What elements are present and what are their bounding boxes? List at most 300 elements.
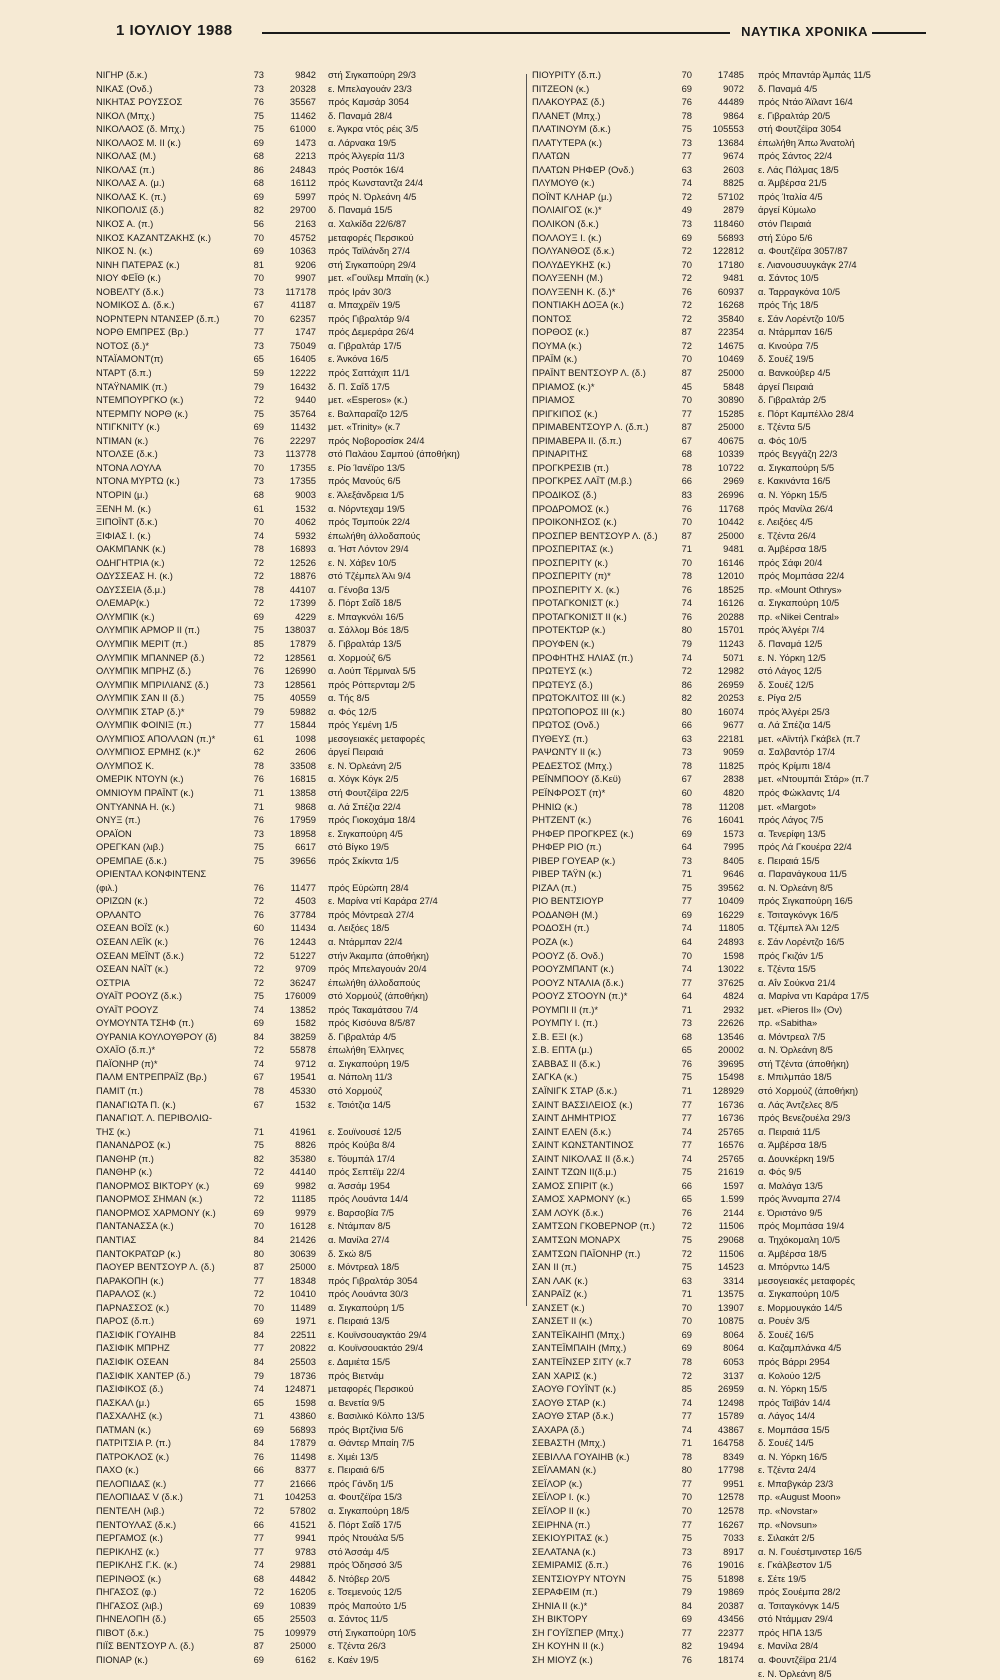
tonnage: 18525 xyxy=(717,583,744,595)
ship-entry xyxy=(96,1463,520,1477)
ship-position: πρός Βιετνάμ xyxy=(328,1369,384,1381)
build-year: 71 xyxy=(253,1491,264,1503)
ship-entry xyxy=(96,1653,520,1667)
build-year: 65 xyxy=(253,353,264,365)
ship-entry xyxy=(96,1436,520,1450)
ship-name: ΟΡΕΓΚΑΝ (λιβ.) xyxy=(96,841,164,853)
build-year: 84 xyxy=(681,1599,692,1611)
build-year: 76 xyxy=(681,1206,692,1218)
ship-position: πρός Ίταλία 4/5 xyxy=(758,190,823,202)
build-year: 72 xyxy=(681,312,692,324)
ship-position: πρός Μομπάσα 22/4 xyxy=(758,570,845,582)
ship-entry xyxy=(532,1274,934,1288)
ship-name: ΠΡΙΓΚΙΠΟΣ (κ.) xyxy=(532,407,598,419)
ship-position: α. Σιγκαπούρη 10/5 xyxy=(758,1288,840,1300)
build-year: 84 xyxy=(253,1234,264,1246)
build-year: 70 xyxy=(681,1504,692,1516)
build-year: 68 xyxy=(253,1572,264,1584)
ship-entry xyxy=(532,949,934,963)
ship-entry xyxy=(96,637,520,651)
ship-name: ΡΟΔΑΝΘΗ (Μ.) xyxy=(532,908,598,920)
ship-entry xyxy=(532,678,934,692)
build-year: 64 xyxy=(681,841,692,853)
ship-entry xyxy=(96,1612,520,1626)
build-year: 72 xyxy=(253,1044,264,1056)
build-year: 78 xyxy=(681,109,692,121)
tonnage: 9783 xyxy=(295,1545,316,1557)
ship-name: ΣΑΝΣΕΤ (κ.) xyxy=(532,1301,585,1313)
ship-position: ε. Ν. Όρλεάνη 2/5 xyxy=(328,759,402,771)
ship-position: ε. Άγκρα ντός ρέις 3/5 xyxy=(328,123,419,135)
tonnage: 11825 xyxy=(718,759,744,771)
build-year: 75 xyxy=(253,407,264,419)
ship-name: ΠΥΘΕΥΣ (π.) xyxy=(532,732,589,744)
ship-entry xyxy=(96,894,520,908)
ship-name: ΟΡΑΪΟΝ xyxy=(96,827,132,839)
ship-name: ΠΑΝΤΙΑΣ xyxy=(96,1234,137,1246)
ship-entry xyxy=(96,393,520,407)
ship-position: ε. Πειραιά 6/5 xyxy=(328,1464,385,1476)
build-year: 73 xyxy=(681,746,692,758)
tonnage: 30639 xyxy=(289,1247,316,1259)
ship-position: α. Σιγκαπούρη 5/5 xyxy=(758,461,835,473)
ship-position: πρός Γιβραλτάρ 9/4 xyxy=(328,312,410,324)
build-year: 75 xyxy=(253,854,264,866)
build-year: 72 xyxy=(253,949,264,961)
ship-position: ε. Πειραιά 13/5 xyxy=(328,1315,390,1327)
ship-name: ΣΑΜΤΣΩΝ ΠΑΪΟΝΗΡ (π.) xyxy=(532,1247,641,1259)
build-year: 70 xyxy=(253,461,264,473)
tonnage: 22626 xyxy=(717,1017,744,1029)
ship-position: στήν Άκαμπα (άποθήκη) xyxy=(328,949,430,961)
ship-name: ΣΑΧΑΡΑ (δ.) xyxy=(532,1423,585,1435)
ship-entry xyxy=(96,488,520,502)
tonnage: 15285 xyxy=(717,407,744,419)
ship-entry xyxy=(96,1301,520,1315)
tonnage: 9979 xyxy=(295,1206,316,1218)
build-year: 66 xyxy=(681,719,692,731)
build-year: 66 xyxy=(253,1518,264,1530)
ship-position: α. Λάγος 14/4 xyxy=(758,1410,816,1422)
ship-name: ΝΤΕΡΜΠΥ ΝΟΡΘ (κ.) xyxy=(96,407,189,419)
publication-title: ΝΑΥΤΙΚΑ ΧΡΟΝΙΚΑ xyxy=(741,24,868,39)
tonnage: 45330 xyxy=(289,1085,316,1097)
tonnage: 21666 xyxy=(289,1477,316,1489)
ship-position: δ. Σουέζ 14/5 xyxy=(758,1437,814,1449)
tonnage: 57102 xyxy=(717,190,744,202)
tonnage: 1098 xyxy=(295,732,316,744)
ship-entry xyxy=(96,461,520,475)
tonnage: 2932 xyxy=(723,1003,744,1015)
build-year: 73 xyxy=(681,136,692,148)
ship-entry xyxy=(96,1233,520,1247)
ship-position: άργεί Πειραιά xyxy=(758,380,814,392)
ship-position: α. Άμβέρσα 18/5 xyxy=(758,1139,827,1151)
build-year: 69 xyxy=(681,1328,692,1340)
build-year: 80 xyxy=(681,624,692,636)
ship-position: ε. Σιλακάτ 2/5 xyxy=(758,1532,815,1544)
ship-position: μετ. «Margot» xyxy=(758,800,817,812)
ship-position: μετ. «Pieros II» (Ον) xyxy=(758,1003,843,1015)
ship-entry xyxy=(532,921,934,935)
build-year: 45 xyxy=(681,380,692,392)
build-year: 63 xyxy=(681,163,692,175)
ship-name: ΠΑΜΙΤ (π.) xyxy=(96,1085,143,1097)
header-rule xyxy=(262,32,730,34)
build-year: 69 xyxy=(253,1017,264,1029)
ship-position: ε. Πειραιά 15/5 xyxy=(758,854,820,866)
ship-position: ε. Ρίο Ίανέϊρο 13/5 xyxy=(328,461,405,473)
ship-position: ε. Λάς Πάλμας 18/5 xyxy=(758,163,839,175)
ship-name: ΠΙΤΖΕΟΝ (κ.) xyxy=(532,82,590,94)
tonnage: 16405 xyxy=(289,353,316,365)
ship-entry xyxy=(532,1070,934,1084)
build-year: 85 xyxy=(253,637,264,649)
ship-name: ΠΡΟΣΠΕΡΙΤΥ Χ. (κ.) xyxy=(532,583,620,595)
ship-name: ΟΛΥΜΠΙΚ ΣΑΝ ΙΙ (δ.) xyxy=(96,692,185,704)
tonnage: 18174 xyxy=(717,1653,744,1665)
ship-name: ΠΑΡΑΚΟΠΗ (κ.) xyxy=(96,1274,164,1286)
ship-name: ΝΙΚΟΣ ΚΑΖΑΝΤΖΑΚΗΣ (κ.) xyxy=(96,231,211,243)
ship-entry xyxy=(96,1274,520,1288)
ship-name: ΠΗΝΕΛΟΠΗ (δ.) xyxy=(96,1613,167,1625)
tonnage: 16736 xyxy=(717,1112,744,1124)
ship-entry xyxy=(532,1016,934,1030)
ship-name: ΡΕΪΝΦΡΟΣΤ (π)* xyxy=(532,786,606,798)
tonnage: 25000 xyxy=(717,421,744,433)
ship-entry xyxy=(96,1016,520,1030)
ship-name: ΠΑΝΘΗΡ (κ.) xyxy=(96,1166,153,1178)
tonnage: 13684 xyxy=(717,136,744,148)
build-year: 71 xyxy=(253,1410,264,1422)
ship-entry xyxy=(532,840,934,854)
ship-position: ε. Σέτε 19/5 xyxy=(758,1572,807,1584)
ship-position: α. Άμβέρσα 21/5 xyxy=(758,177,827,189)
tonnage: 8405 xyxy=(723,854,744,866)
ship-position: πρός Σαττάχιπ 11/1 xyxy=(328,367,410,379)
build-year: 82 xyxy=(253,204,264,216)
ship-entry xyxy=(532,1572,934,1586)
ship-entry xyxy=(96,203,520,217)
build-year: 70 xyxy=(681,258,692,270)
ship-position: μεσογειακές μεταφορές xyxy=(758,1274,855,1286)
build-year: 87 xyxy=(681,326,692,338)
ship-position: πρός Μόντρεαλ 27/4 xyxy=(328,908,415,920)
build-year: 76 xyxy=(253,936,264,947)
tonnage: 43860 xyxy=(289,1410,316,1422)
tonnage: 33508 xyxy=(289,759,316,771)
tonnage: 128561 xyxy=(284,678,316,690)
ship-position: στή Φουτζέϊρα 22/5 xyxy=(328,786,409,798)
tonnage: 16267 xyxy=(717,1518,744,1530)
tonnage: 16074 xyxy=(717,705,744,717)
ship-entry xyxy=(532,190,934,204)
ship-position: α. Πειραιά 11/5 xyxy=(758,1125,821,1137)
ship-entry xyxy=(96,1396,520,1410)
ship-position: πρός Κισόυνα 8/5/87 xyxy=(328,1017,416,1029)
build-year: 76 xyxy=(681,610,692,622)
ship-name: ΠΡΙΜΑΒΕΝΤΣΟΥΡ Λ. (δ.π.) xyxy=(532,421,649,433)
ship-entry xyxy=(96,745,520,759)
ship-name: ΣΑΝΤΕΪΝΣΕΡ ΣΙΤΥ (κ.7 xyxy=(532,1355,632,1367)
ship-position: α. Βανκούβερ 4/5 xyxy=(758,367,831,379)
ship-name: ΡΕΔΕΣΤΟΣ (Μπχ.) xyxy=(532,759,613,771)
ship-position: πρός Γάνδη 1/5 xyxy=(328,1477,394,1489)
tonnage: 122812 xyxy=(712,245,744,257)
ship-name: ΣΕΝΤΣΙΟΥΡΥ ΝΤΟΥΝ xyxy=(532,1572,626,1584)
ship-position: πρός Ιράν 30/3 xyxy=(328,285,392,297)
ship-entry xyxy=(96,109,520,123)
ship-entry xyxy=(532,109,934,123)
ship-position: α. Άμβέρσα 18/5 xyxy=(758,1247,827,1259)
ship-entry xyxy=(532,163,934,177)
ship-entry xyxy=(532,515,934,529)
ship-name: ΠΕΡΙΚΛΗΣ Γ.Κ. (κ.) xyxy=(96,1559,178,1571)
ship-entry xyxy=(532,664,934,678)
ship-entry xyxy=(96,976,520,990)
build-year: 75 xyxy=(681,1261,692,1273)
ship-entry xyxy=(96,1450,520,1464)
ship-name: ΡΕΪΝΜΠΟΟΥ (δ.Κεϋ) xyxy=(532,773,622,785)
build-year: 69 xyxy=(253,245,264,257)
ship-name: ΠΑΝΟΡΜΟΣ ΣΗΜΑΝ (κ.) xyxy=(96,1193,203,1205)
ship-name: ΟΔΗΓΗΤΡΙΑ (κ.) xyxy=(96,556,165,568)
build-year: 79 xyxy=(681,1586,692,1598)
ship-name: ΡΗΤΖΕΝΤ (κ.) xyxy=(532,814,592,826)
build-year: 80 xyxy=(681,1464,692,1476)
build-year: 61 xyxy=(253,732,264,744)
header-rule-right xyxy=(872,32,926,34)
build-year: 74 xyxy=(681,1396,692,1408)
ship-position: πρός Σάφι 20/4 xyxy=(758,556,823,568)
ship-name: ΠΕΡΙΝΘΟΣ (κ.) xyxy=(96,1572,162,1584)
tonnage: 14523 xyxy=(717,1261,744,1273)
ship-entry xyxy=(532,989,934,1003)
tonnage: 8064 xyxy=(723,1342,744,1354)
ship-entry xyxy=(532,1179,934,1193)
tonnage: 11432 xyxy=(290,421,316,433)
ship-entry xyxy=(96,1314,520,1328)
build-year: 72 xyxy=(253,570,264,582)
page-header xyxy=(116,20,926,44)
tonnage: 2879 xyxy=(723,204,744,216)
tonnage: 16112 xyxy=(290,177,316,189)
ship-entry xyxy=(96,1341,520,1355)
build-year: 68 xyxy=(681,448,692,460)
ship-entry xyxy=(96,1125,520,1139)
ship-position: πρός Σεπτέϊμ 22/4 xyxy=(328,1166,405,1178)
ship-position: στό Χορμούζ (άποθήκη) xyxy=(328,990,429,1002)
ship-name: ΟΑΚΜΠΑΝΚ (κ.) xyxy=(96,543,166,555)
ship-entry xyxy=(532,1057,934,1071)
build-year: 73 xyxy=(253,678,264,690)
tonnage: 104253 xyxy=(284,1491,316,1503)
ship-position: α. Σαλβαντόρ 17/4 xyxy=(758,746,836,758)
ship-entry xyxy=(96,82,520,96)
ship-name: ΠΡΟΥΦΕΝ (κ.) xyxy=(532,637,595,649)
build-year: 69 xyxy=(253,190,264,202)
tonnage: 45752 xyxy=(289,231,316,243)
ship-name: ΠΟΛΥΑΝΘΟΣ (δ.κ.) xyxy=(532,245,615,257)
ship-position: δ. Π. Σαΐδ 17/5 xyxy=(328,380,390,392)
tonnage: 6053 xyxy=(723,1355,744,1367)
ship-name: ΝΙΚΟΣ Α. (π.) xyxy=(96,218,154,230)
ship-entry xyxy=(532,1165,934,1179)
build-year: 74 xyxy=(253,1383,264,1395)
ship-entry xyxy=(96,718,520,732)
ship-entry xyxy=(96,1490,520,1504)
build-year: 72 xyxy=(681,190,692,202)
tonnage: 62357 xyxy=(289,312,316,324)
ship-entry xyxy=(532,82,934,96)
ship-position: στή Σιγκαπούρη 29/3 xyxy=(328,69,416,80)
ship-position: δ. Παναμά 12/5 xyxy=(758,637,823,649)
tonnage: 2163 xyxy=(295,218,316,230)
ship-name: ΝΟΡΘ ΕΜΠΡΕΣ (Βρ.) xyxy=(96,326,189,338)
ship-position: πρός Κωνσταντζα 24/4 xyxy=(328,177,424,189)
build-year: 84 xyxy=(253,1030,264,1042)
ship-position: ε. Τόυμπάλ 17/4 xyxy=(328,1152,395,1164)
tonnage: 13858 xyxy=(289,786,316,798)
ship-position: ε. Όριστάνο 9/5 xyxy=(758,1206,823,1218)
ship-entry xyxy=(532,691,934,705)
tonnage: 9677 xyxy=(723,719,744,731)
build-year: 77 xyxy=(253,326,264,338)
ship-position: πρός Τακαμάτσου 7/4 xyxy=(328,1003,419,1015)
ship-name: ΣΕΪΛΟΡ Ι. (κ.) xyxy=(532,1491,591,1503)
ship-name: ΝΙΚΑΣ (Ονδ.) xyxy=(96,82,153,94)
ship-position: α. Λά Σπέζια 22/4 xyxy=(328,800,401,812)
build-year: 74 xyxy=(681,177,692,189)
ship-name: ΣΗ ΒΙΚΤΟΡΥ xyxy=(532,1613,588,1625)
ship-entry xyxy=(96,271,520,285)
ship-position: δ. Σουέζ 12/5 xyxy=(758,678,814,690)
tonnage: 13575 xyxy=(717,1288,744,1300)
build-year: 73 xyxy=(681,854,692,866)
ship-position: α. Ρουέν 3/5 xyxy=(758,1315,810,1327)
ship-name: ΡΗΦΕΡ ΠΡΟΓΚΡΕΣ (κ.) xyxy=(532,827,634,839)
build-year: 72 xyxy=(253,394,264,406)
ship-name: ΠΡΟΙΚΟΝΗΣΟΣ (κ.) xyxy=(532,516,617,528)
build-year: 71 xyxy=(681,1437,692,1449)
ship-entry xyxy=(96,596,520,610)
ship-entry xyxy=(532,962,934,976)
ship-name: ΝΙΝΗ ΠΑΤΕΡΑΣ (κ.) xyxy=(96,258,180,270)
ship-entry xyxy=(532,149,934,163)
ship-entry xyxy=(96,949,520,963)
ship-position: στό Χορμούζ xyxy=(328,1085,382,1097)
build-year: 81 xyxy=(253,258,264,270)
build-year: 80 xyxy=(681,705,692,717)
tonnage: 20387 xyxy=(717,1599,744,1611)
build-year: 76 xyxy=(681,1653,692,1665)
ship-name: ΣΑΜΟΣ ΣΠΙΡΙΤ (κ.) xyxy=(532,1179,614,1191)
build-year: 76 xyxy=(253,96,264,108)
tonnage: 2838 xyxy=(723,773,744,785)
ship-name: ΠΑΤΡΙΤΣΙΑ Ρ. (π.) xyxy=(96,1437,171,1449)
ship-name: ΣΗ ΜΙΟΥΖ (κ.) xyxy=(532,1653,593,1665)
tonnage: 13907 xyxy=(717,1301,744,1313)
tonnage: 109979 xyxy=(284,1626,316,1638)
tonnage: 35380 xyxy=(289,1152,316,1164)
ship-position: α. Λάς Άντζελες 8/5 xyxy=(758,1098,839,1110)
tonnage: 18348 xyxy=(289,1274,316,1286)
ship-name: ΠΡΩΤΟΠΟΡΟΣ ΙΙΙ (κ.) xyxy=(532,705,625,717)
ship-position: δ. Σκώ 8/5 xyxy=(328,1247,372,1259)
build-year: 74 xyxy=(681,1423,692,1435)
ship-position: ε. Κακινάντα 16/5 xyxy=(758,475,831,487)
ship-position: α. Γένοβα 13/5 xyxy=(328,583,390,595)
tonnage: 22511 xyxy=(290,1328,316,1340)
ship-name: ΟΥΜΟΥΝΤΑ ΤΣΗΦ (π.) xyxy=(96,1017,194,1029)
ship-entry xyxy=(532,380,934,394)
ship-name: ΣΑΜΤΣΩΝ ΜΟΝΑΡΧ xyxy=(532,1234,621,1246)
ship-entry xyxy=(532,813,934,827)
tonnage: 38259 xyxy=(289,1030,316,1042)
tonnage: 26959 xyxy=(717,678,744,690)
ship-entry xyxy=(96,556,520,570)
ship-position: πρός Ντάο Άϊλαντ 16/4 xyxy=(758,96,853,108)
tonnage: 13022 xyxy=(717,963,744,975)
tonnage: 11805 xyxy=(718,922,744,934)
ship-entry xyxy=(532,1423,934,1437)
ship-name: ΠΗΓΑΣΟΣ (φ.) xyxy=(96,1586,157,1598)
ship-name: ΠΟΝΤΙΑΚΗ ΔΟΞΑ (κ.) xyxy=(532,299,624,311)
ship-entry xyxy=(532,1314,934,1328)
ship-name: ΣΑΝΣΕΤ ΙΙ (κ.) xyxy=(532,1315,593,1327)
tonnage: 25765 xyxy=(717,1125,744,1137)
ship-entry xyxy=(532,1355,934,1369)
ship-entry xyxy=(532,298,934,312)
ship-entry xyxy=(532,176,934,190)
ship-entry xyxy=(96,623,520,637)
ship-position: ε. Σιγκαπούρη 4/5 xyxy=(328,827,403,839)
tonnage: 113778 xyxy=(285,448,316,460)
tonnage: 10722 xyxy=(717,461,744,473)
tonnage: 10339 xyxy=(717,448,744,460)
tonnage: 10410 xyxy=(289,1288,316,1300)
issue-date: 1 ΙΟΥΛΙΟΥ 1988 xyxy=(116,22,233,39)
tonnage: 11489 xyxy=(290,1301,316,1313)
ship-entry xyxy=(96,1369,520,1383)
build-year: 73 xyxy=(681,1017,692,1029)
tonnage: 5932 xyxy=(295,529,316,541)
ship-position: ε. Βασιλικό Κόλπο 13/5 xyxy=(328,1410,425,1422)
tonnage: 18958 xyxy=(289,827,316,839)
ship-name: ΣΑΜ ΛΟΥΚ (δ.κ.) xyxy=(532,1206,604,1218)
ship-position: πρός Βενεζουέλα 29/3 xyxy=(758,1112,851,1124)
ship-position: δ. Πόρτ Σαΐδ 17/5 xyxy=(328,1518,402,1530)
build-year: 78 xyxy=(253,583,264,595)
ship-position: μεσογειακές μεταφορές xyxy=(328,732,425,744)
ship-position: α. Φός 12/5 xyxy=(328,705,377,717)
build-year: 77 xyxy=(681,1098,692,1110)
ship-entry xyxy=(532,1504,934,1518)
ship-position: α. Φός 9/5 xyxy=(758,1166,802,1178)
ship-name: ΠΡΟΓΚΡΕΣΙΒ (π.) xyxy=(532,461,609,473)
ship-position: στό Λάγος 12/5 xyxy=(758,665,822,677)
ship-name: ΠΑΝΘΗΡ (π.) xyxy=(96,1152,154,1164)
ship-name: ΠΟΛΙΑΙΓΟΣ (κ.)* xyxy=(532,204,602,216)
tonnage: 44107 xyxy=(289,583,316,595)
ship-name: ΠΑΣΧΑΛΗΣ (κ.) xyxy=(96,1410,163,1422)
ship-entry xyxy=(96,95,520,109)
ship-entry xyxy=(532,474,934,488)
ship-name: ΠΕΝΤΟΥΛΑΣ (δ.κ.) xyxy=(96,1518,177,1530)
build-year: 75 xyxy=(253,109,264,121)
tonnage: 17355 xyxy=(289,461,316,473)
build-year: 59 xyxy=(253,367,264,379)
